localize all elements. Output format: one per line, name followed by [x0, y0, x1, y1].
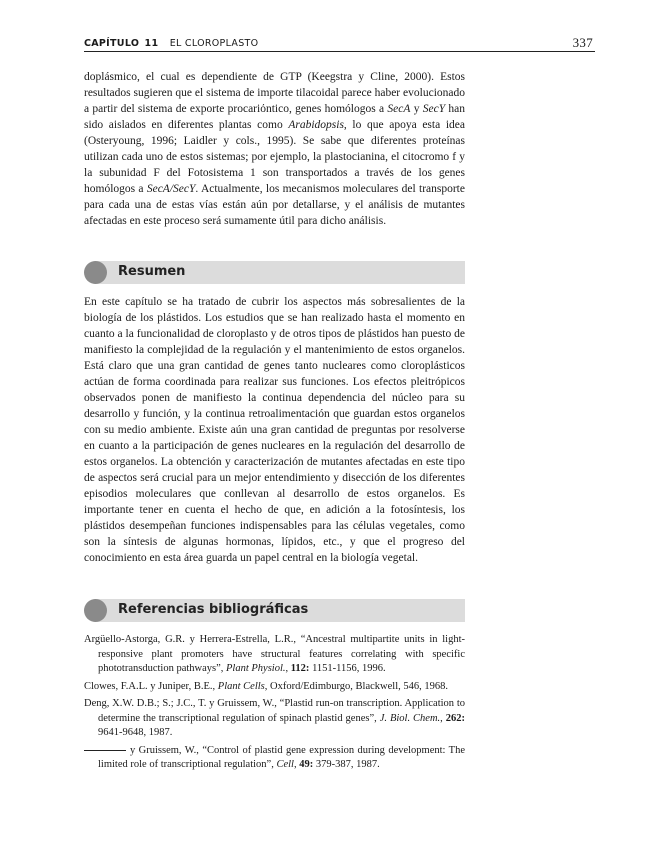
section-title: Referencias bibliográficas [118, 602, 309, 617]
section-bullet-icon [84, 261, 107, 284]
reference-item [84, 680, 465, 695]
chapter-label: CAPÍTULO [84, 38, 140, 49]
chapter-title: EL CLOROPLASTO [169, 38, 259, 49]
paragraph-text: , lo que apoya esta idea (Osteryoung, 1996; Laidler y cols., 1995). Se sabe que diferentes proteínas utilizan cada uno de estos sistemas; por ejemplo, la plastocianina, el citocromo f y la subunidad F del Fotosistema 1 son transportados a través de los genes homólogos a [84, 119, 465, 195]
paragraph-text: y [410, 103, 423, 115]
volume: 49: [299, 759, 314, 770]
reference-pages: 9641-9648, 1987. [98, 727, 173, 738]
book-title: Plant Cells [217, 680, 265, 692]
reference-text: Deng, X.W. D.B.; S.; J.C., T. y Gruissem, W., “Plastid run-on transcription. Application to determine the transcriptional regulation of spinach plastid genes”, [84, 698, 465, 724]
reference-separator: , [440, 712, 446, 724]
reference-list [84, 633, 465, 776]
reference-text: Argüello-Astorga, G.R. y Herrera-Estrella, L.R., “Ancestral multipartite units in light-responsive plant promoters have structural features correlating with specific phototransduction pathways”, [84, 634, 465, 674]
reference-separator: , [293, 759, 300, 770]
reference-item [84, 744, 465, 773]
journal-name: J. Biol. Chem. [379, 712, 441, 724]
chapter-number: 11 [144, 38, 159, 49]
paragraph-text: . Actualmente, los mecanismos moleculares del transporte para cada una de estas vías están aún por detallarse, y el análisis de mutantes afectadas en este proceso será sumamente útil para dicho análisis. [84, 183, 465, 227]
gene-name: SecY [422, 103, 446, 115]
section-bullet-icon [84, 599, 107, 622]
reference-text: y Gruissem, W., “Control of plastid gene expression during development: The limited role of transcriptional regulation”, [98, 744, 465, 770]
reference-item [84, 697, 465, 741]
reference-text: Clowes, F.A.L. y Juniper, B.E., [84, 680, 218, 692]
section-heading-references [84, 599, 465, 622]
paragraph-text: doplásmico, el cual es dependiente de GTP (Keegstra y Cline, 2000). Estos resultados sugieren que el sistema de importe tilacoidal parece haber evolucionado a partir del sistema de exporte procariόntico, genes homólogos a [84, 71, 465, 115]
journal-name: Cell [276, 759, 294, 770]
reference-separator: , [285, 663, 291, 674]
gene-name: SecA [387, 103, 411, 115]
gene-name: SecA/SecY [146, 183, 196, 195]
journal-name: Plant Physiol. [226, 663, 286, 674]
running-header [84, 35, 595, 52]
reference-pages: 379-387, 1987. [313, 759, 380, 770]
paragraph-continued [84, 69, 465, 229]
header-rule [84, 51, 595, 52]
repeat-author-dash [84, 750, 126, 751]
section-heading-resumen [84, 261, 465, 284]
volume: 262: [445, 712, 466, 724]
summary-paragraph: En este capítulo se ha tratado de cubrir los aspectos más sobresalientes de la biología de los plástidos. Los estudios que se han realizado hasta el momento en cuanto a la funcionalidad de cloroplasto y de otros tipos de plástidos han puesto de manifiesto la complejidad de la regulación y el mantenimiento de estos organelos. Está claro que una gran cantidad de genes tanto nucleares como cloroplásticos actúan de forma coordinada para realizar sus funciones. Los efectos pleitrópicos observados ponen de manifiesto la continua dependencia del núcleo para su desarrollo y función, y la continua retroalimentación que guardan estos organelos con su medio ambiente. Existe aún una gran cantidad de preguntas por resolverse en cuanto a la participación de genes nucleares en la regulación del desarrollo de estos organelos. La obtención y caracterización de mutantes afectadas en este tipo de aspectos será crucial para un mejor entendimiento y disección de los diferentes episodios moleculares que conllevan al desarrollo de estos organelos. Es importante tener en cuenta el hecho de que, en adición a la fotosíntesis, los plástidos desempeñan funciones indispensables para las células vegetales, como son la síntesis de algunas hormonas, lípidos, etc., y que el progreso del conocimiento en esta área guarda un papel central en la biología vegetal. [84, 296, 465, 564]
section-title: Resumen [118, 264, 186, 279]
species-name: Arabidopsis [288, 119, 344, 131]
page-number: 337 [572, 35, 593, 50]
reference-item [84, 633, 465, 677]
reference-pages: 1151-1156, 1996. [309, 663, 386, 674]
volume: 112: [290, 663, 310, 674]
paragraph-text: han sido aislados en diferentes plantas como [84, 103, 466, 131]
reference-publisher: , Oxford/Edimburgo, Blackwell, 546, 1968. [264, 680, 448, 692]
